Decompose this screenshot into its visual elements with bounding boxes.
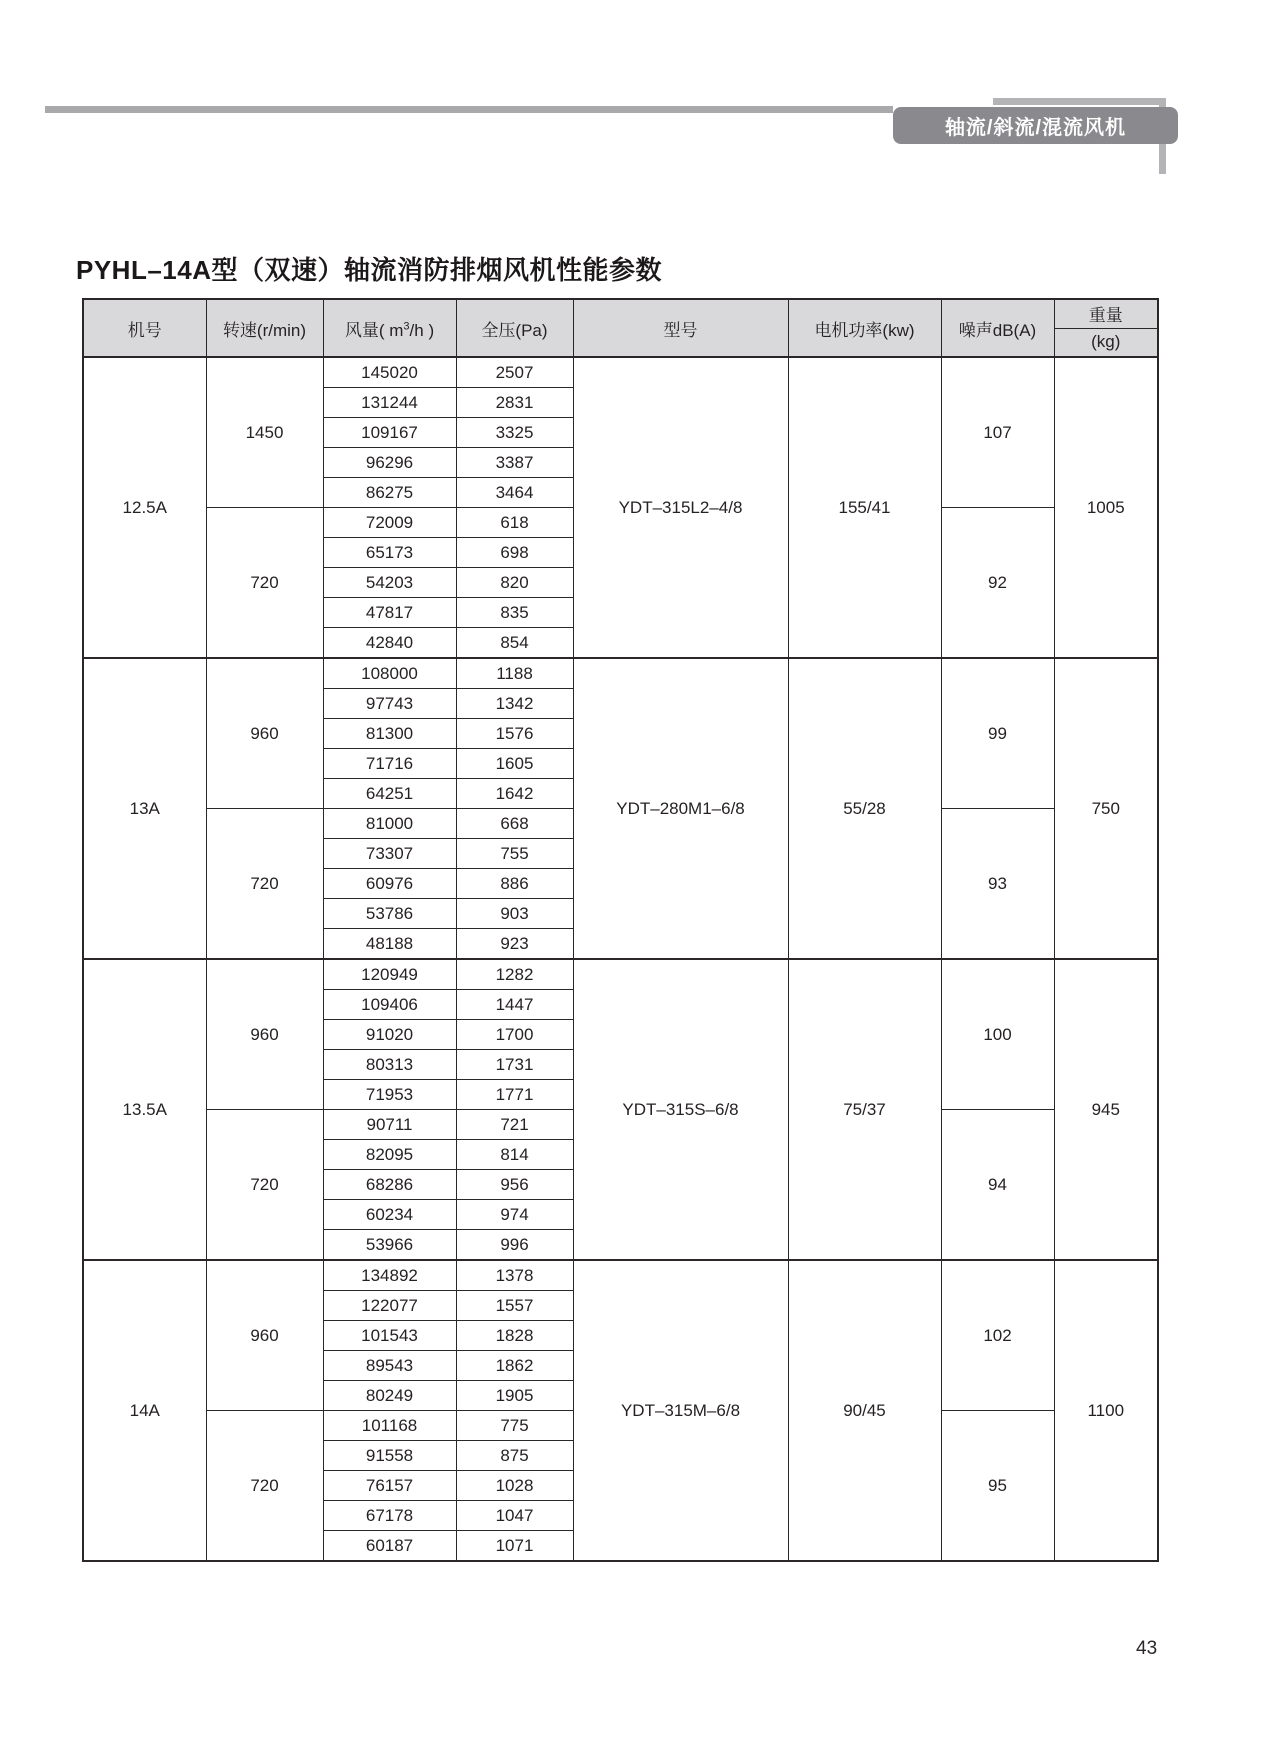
table-row bbox=[83, 1260, 1158, 1291]
pressure-cell: 1188 bbox=[456, 658, 573, 689]
noise-cell: 99 bbox=[941, 658, 1054, 809]
pressure-cell: 3464 bbox=[456, 478, 573, 508]
motor-power-cell: 155/41 bbox=[788, 357, 941, 658]
speed-cell: 720 bbox=[206, 809, 323, 960]
flow-cell: 120949 bbox=[323, 959, 456, 990]
flow-cell: 68286 bbox=[323, 1170, 456, 1200]
pressure-cell: 1605 bbox=[456, 749, 573, 779]
flow-cell: 48188 bbox=[323, 929, 456, 960]
flow-cell: 91020 bbox=[323, 1020, 456, 1050]
flow-cell: 73307 bbox=[323, 839, 456, 869]
noise-cell: 94 bbox=[941, 1110, 1054, 1261]
pressure-cell: 996 bbox=[456, 1230, 573, 1261]
pressure-cell: 1771 bbox=[456, 1080, 573, 1110]
model-no-cell: 13A bbox=[83, 658, 206, 959]
flow-cell: 109167 bbox=[323, 418, 456, 448]
page-number: 43 bbox=[1136, 1638, 1158, 1659]
flow-cell: 134892 bbox=[323, 1260, 456, 1291]
page-title: PYHL–14A型（双速）轴流消防排烟风机性能参数 bbox=[76, 255, 662, 285]
col-header-pressure: 全压(Pa) bbox=[456, 299, 573, 357]
pressure-cell: 1282 bbox=[456, 959, 573, 990]
speed-cell: 720 bbox=[206, 508, 323, 659]
flow-cell: 82095 bbox=[323, 1140, 456, 1170]
pressure-cell: 3387 bbox=[456, 448, 573, 478]
flow-cell: 91558 bbox=[323, 1441, 456, 1471]
model-no-cell: 12.5A bbox=[83, 357, 206, 658]
flow-cell: 131244 bbox=[323, 388, 456, 418]
pressure-cell: 886 bbox=[456, 869, 573, 899]
flow-cell: 145020 bbox=[323, 357, 456, 388]
speed-cell: 720 bbox=[206, 1411, 323, 1562]
noise-cell: 100 bbox=[941, 959, 1054, 1110]
pressure-cell: 835 bbox=[456, 598, 573, 628]
flow-cell: 60976 bbox=[323, 869, 456, 899]
noise-cell: 93 bbox=[941, 809, 1054, 960]
flow-cell: 96296 bbox=[323, 448, 456, 478]
weight-cell: 1100 bbox=[1054, 1260, 1158, 1561]
pressure-cell: 1071 bbox=[456, 1531, 573, 1562]
pressure-cell: 2507 bbox=[456, 357, 573, 388]
flow-cell: 101543 bbox=[323, 1321, 456, 1351]
corner-bracket-top bbox=[993, 98, 1166, 105]
section-badge bbox=[893, 107, 1178, 144]
flow-cell: 60187 bbox=[323, 1531, 456, 1562]
pressure-cell: 854 bbox=[456, 628, 573, 659]
pressure-cell: 1557 bbox=[456, 1291, 573, 1321]
flow-cell: 42840 bbox=[323, 628, 456, 659]
flow-cell: 97743 bbox=[323, 689, 456, 719]
pressure-cell: 903 bbox=[456, 899, 573, 929]
flow-cell: 89543 bbox=[323, 1351, 456, 1381]
table-body bbox=[83, 357, 1158, 1561]
flow-cell: 71953 bbox=[323, 1080, 456, 1110]
pressure-cell: 2831 bbox=[456, 388, 573, 418]
flow-cell: 67178 bbox=[323, 1501, 456, 1531]
speed-cell: 960 bbox=[206, 959, 323, 1110]
performance-table bbox=[82, 298, 1159, 1562]
speed-cell: 960 bbox=[206, 658, 323, 809]
weight-cell: 945 bbox=[1054, 959, 1158, 1260]
pressure-cell: 775 bbox=[456, 1411, 573, 1441]
pressure-cell: 1828 bbox=[456, 1321, 573, 1351]
motor-power-cell: 75/37 bbox=[788, 959, 941, 1260]
pressure-cell: 1731 bbox=[456, 1050, 573, 1080]
speed-cell: 1450 bbox=[206, 357, 323, 508]
table-row bbox=[83, 959, 1158, 990]
section-badge-label: 轴流/斜流/混流风机 bbox=[944, 117, 1127, 139]
pressure-cell: 3325 bbox=[456, 418, 573, 448]
motor-power-cell: 90/45 bbox=[788, 1260, 941, 1561]
model-cell: YDT–315S–6/8 bbox=[573, 959, 788, 1260]
speed-cell: 720 bbox=[206, 1110, 323, 1261]
flow-cell: 80249 bbox=[323, 1381, 456, 1411]
pressure-cell: 1642 bbox=[456, 779, 573, 809]
pressure-cell: 1700 bbox=[456, 1020, 573, 1050]
col-header-model: 型号 bbox=[573, 299, 788, 357]
pressure-cell: 1028 bbox=[456, 1471, 573, 1501]
pressure-cell: 1047 bbox=[456, 1501, 573, 1531]
table-row bbox=[83, 658, 1158, 689]
pressure-cell: 721 bbox=[456, 1110, 573, 1140]
pressure-cell: 1905 bbox=[456, 1381, 573, 1411]
flow-cell: 109406 bbox=[323, 990, 456, 1020]
header-row bbox=[83, 299, 1158, 357]
pressure-cell: 875 bbox=[456, 1441, 573, 1471]
flow-cell: 90711 bbox=[323, 1110, 456, 1140]
noise-cell: 107 bbox=[941, 357, 1054, 508]
speed-cell: 960 bbox=[206, 1260, 323, 1411]
flow-cell: 47817 bbox=[323, 598, 456, 628]
flow-cell: 64251 bbox=[323, 779, 456, 809]
noise-cell: 92 bbox=[941, 508, 1054, 659]
pressure-cell: 1342 bbox=[456, 689, 573, 719]
flow-cell: 54203 bbox=[323, 568, 456, 598]
pressure-cell: 820 bbox=[456, 568, 573, 598]
flow-cell: 76157 bbox=[323, 1471, 456, 1501]
flow-cell: 65173 bbox=[323, 538, 456, 568]
flow-cell: 53966 bbox=[323, 1230, 456, 1261]
weight-cell: 1005 bbox=[1054, 357, 1158, 658]
pressure-cell: 1576 bbox=[456, 719, 573, 749]
noise-cell: 95 bbox=[941, 1411, 1054, 1562]
flow-cell: 108000 bbox=[323, 658, 456, 689]
flow-cell: 60234 bbox=[323, 1200, 456, 1230]
performance-table-wrap bbox=[82, 298, 1159, 1562]
pressure-cell: 618 bbox=[456, 508, 573, 538]
pressure-cell: 698 bbox=[456, 538, 573, 568]
flow-cell: 101168 bbox=[323, 1411, 456, 1441]
pressure-cell: 974 bbox=[456, 1200, 573, 1230]
pressure-cell: 956 bbox=[456, 1170, 573, 1200]
col-header-weight bbox=[1054, 299, 1158, 357]
model-cell: YDT–280M1–6/8 bbox=[573, 658, 788, 959]
model-no-cell: 13.5A bbox=[83, 959, 206, 1260]
model-no-cell: 14A bbox=[83, 1260, 206, 1561]
flow-cell: 53786 bbox=[323, 899, 456, 929]
pressure-cell: 1447 bbox=[456, 990, 573, 1020]
pressure-cell: 1862 bbox=[456, 1351, 573, 1381]
flow-cell: 81300 bbox=[323, 719, 456, 749]
col-header-flow: 风量( $m^3/h$ ) bbox=[323, 299, 456, 357]
pressure-cell: 814 bbox=[456, 1140, 573, 1170]
col-header-noise: 噪声dB(A) bbox=[941, 299, 1054, 357]
col-header-weight-unit: (kg) bbox=[1091, 332, 1121, 352]
noise-cell: 102 bbox=[941, 1260, 1054, 1411]
flow-cell: 71716 bbox=[323, 749, 456, 779]
table-row bbox=[83, 357, 1158, 388]
col-header-speed: 转速(r/min) bbox=[206, 299, 323, 357]
flow-cell: 122077 bbox=[323, 1291, 456, 1321]
header-rule bbox=[45, 106, 893, 113]
flow-cell: 80313 bbox=[323, 1050, 456, 1080]
weight-cell: 750 bbox=[1054, 658, 1158, 959]
col-header-weight-label: 重量 bbox=[1055, 300, 1158, 329]
col-header-motor-power: 电机功率(kw) bbox=[788, 299, 941, 357]
flow-cell: 81000 bbox=[323, 809, 456, 839]
model-cell: YDT–315L2–4/8 bbox=[573, 357, 788, 658]
pressure-cell: 1378 bbox=[456, 1260, 573, 1291]
pressure-cell: 755 bbox=[456, 839, 573, 869]
pressure-cell: 668 bbox=[456, 809, 573, 839]
model-cell: YDT–315M–6/8 bbox=[573, 1260, 788, 1561]
motor-power-cell: 55/28 bbox=[788, 658, 941, 959]
pressure-cell: 923 bbox=[456, 929, 573, 960]
flow-cell: 86275 bbox=[323, 478, 456, 508]
col-header-model-no: 机号 bbox=[83, 299, 206, 357]
flow-cell: 72009 bbox=[323, 508, 456, 538]
